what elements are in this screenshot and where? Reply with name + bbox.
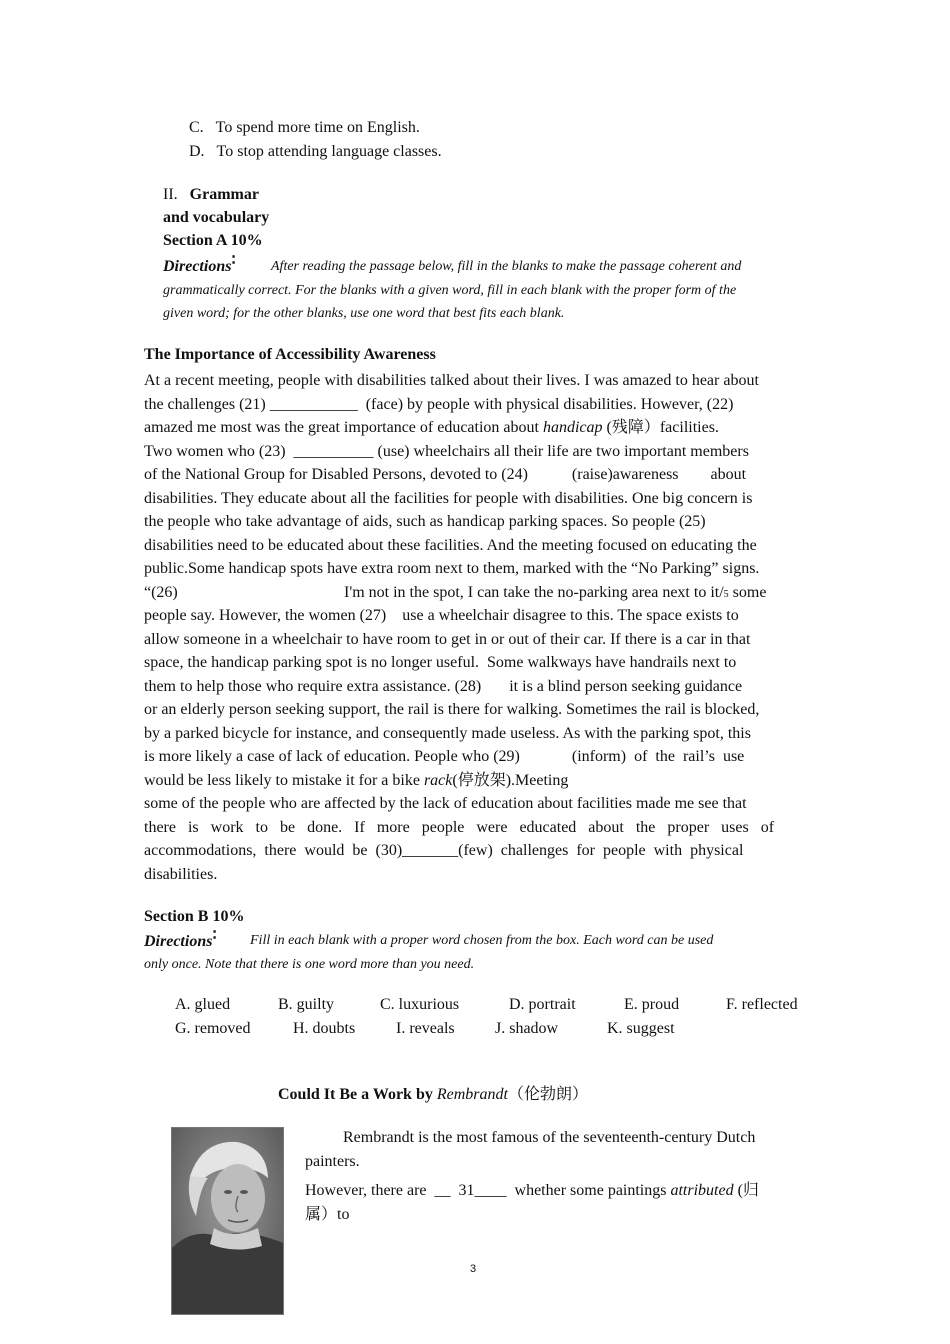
rembrandt-portrait-image bbox=[171, 1127, 284, 1315]
part-heading bbox=[163, 186, 259, 204]
line26-rest bbox=[344, 581, 766, 607]
passage-line: At a recent meeting, people with disabilities talked about their lives. I was amazed to hear about bbox=[144, 372, 759, 389]
passage-line: people say. However, the women (27) use a wheelchair disagree to this. The space exists to bbox=[144, 607, 739, 624]
section-b-title: Section B 10% bbox=[144, 908, 245, 925]
word-option: D. portrait bbox=[509, 996, 576, 1013]
passage-b-line3-text: However, there are __ 31____ whether some paintings bbox=[305, 1182, 671, 1199]
passage-line bbox=[144, 769, 806, 793]
rack-gloss: (停放架).Meeting bbox=[452, 771, 569, 789]
line26-superscript: 5 bbox=[723, 588, 729, 600]
passage-b-line2: painters. bbox=[305, 1153, 360, 1170]
line26-end: some bbox=[728, 583, 767, 601]
passage-a-body bbox=[144, 369, 806, 886]
part-title-line1: Grammar bbox=[189, 186, 259, 203]
directions-colon: ∶ bbox=[212, 927, 217, 944]
page-number: 3 bbox=[470, 1263, 477, 1275]
passage-line: Two women who (23) __________ (use) wheelchairs all their life are two important members bbox=[144, 442, 749, 460]
attributed-gloss: (归 bbox=[733, 1182, 759, 1199]
section-a-directions-label bbox=[163, 252, 236, 276]
passage-line bbox=[144, 581, 806, 605]
passage-line: the challenges (21) ___________ (face) by people with physical disabilities. However, (22) bbox=[144, 395, 734, 413]
part-title-line2: and vocabulary bbox=[163, 209, 270, 226]
directions-label: Directions bbox=[163, 258, 232, 275]
passage-b-title-bold: Could It Be a Work by bbox=[278, 1086, 437, 1103]
option-c: C. To spend more time on English. bbox=[189, 119, 420, 136]
option-d: D. To stop attending language classes. bbox=[189, 143, 442, 160]
word-option: K. suggest bbox=[607, 1020, 675, 1037]
passage-line: the people who take advantage of aids, such as handicap parking spaces. So people (25) bbox=[144, 513, 706, 530]
word-option: G. removed bbox=[175, 1020, 251, 1037]
passage-line: or an elderly person seeking support, the rail is there for walking. Sometimes the rail is blocked, bbox=[144, 701, 760, 718]
passage-line: space, the handicap parking spot is no longer useful. Some walkways have handrails next to bbox=[144, 654, 737, 671]
passage-b-line1: Rembrandt is the most famous of the seventeenth-century Dutch bbox=[343, 1129, 756, 1146]
passage-line: disabilities need to be educated about these facilities. And the meeting focused on educating the bbox=[144, 536, 757, 554]
word-option: A. glued bbox=[175, 996, 231, 1013]
passage-b-line4: 属）to bbox=[305, 1206, 350, 1223]
word-option: B. guilty bbox=[278, 996, 335, 1013]
passage-b-title-italic: Rembrandt bbox=[436, 1086, 508, 1103]
word-option: H. doubts bbox=[293, 1020, 356, 1037]
word-option: C. luxurious bbox=[380, 996, 460, 1013]
passage-line: accommodations, there would be (30)_______(few) challenges for people with physical bbox=[144, 842, 744, 859]
section-b-directions-line2: only once. Note that there is one word more than you need. bbox=[144, 957, 475, 972]
directions-colon: ∶ bbox=[231, 252, 236, 269]
passage-line: some of the people who are affected by the lack of education about facilities made me see that bbox=[144, 795, 747, 812]
passage-line-text: amazed me most was the great importance of education about bbox=[144, 419, 543, 436]
word-option: J. shadow bbox=[495, 1020, 559, 1037]
passage-a-title: The Importance of Accessibility Awareness bbox=[144, 346, 436, 363]
passage-line: by a parked bicycle for instance, and consequently made useless. As with the parking spot, this bbox=[144, 724, 751, 742]
handicap-word: handicap bbox=[542, 419, 603, 436]
passage-line: is more likely a case of lack of education. People who (29) (inform) of the rail’s use bbox=[144, 748, 745, 765]
passage-b-title-gloss: （伦勃朗） bbox=[507, 1086, 588, 1103]
passage-line: them to help those who require extra assistance. (28) it is a blind person seeking guidance bbox=[144, 677, 743, 695]
passage-b-line3 bbox=[305, 1177, 759, 1200]
section-b-directions-line1: Fill in each blank with a proper word chosen from the box. Each word can be used bbox=[250, 933, 714, 948]
section-a-title: Section A 10% bbox=[163, 232, 263, 249]
passage-line: public.Some handicap spots have extra room next to them, marked with the “No Parking” signs. bbox=[144, 560, 760, 577]
section-a-directions-line3: given word; for the other blanks, use one word that best fits each blank. bbox=[163, 306, 565, 321]
word-option: I. reveals bbox=[396, 1020, 455, 1037]
word-option: F. reflected bbox=[726, 996, 798, 1013]
passage-line: disabilities. They educate about all the facilities for people with disabilities. One big concern is bbox=[144, 489, 753, 507]
passage-line-text: would be less likely to mistake it for a bike bbox=[144, 771, 424, 789]
attributed-word: attributed bbox=[670, 1182, 734, 1199]
section-b-directions-label bbox=[144, 927, 217, 951]
directions-label: Directions bbox=[144, 933, 213, 950]
passage-line: disabilities. bbox=[144, 865, 218, 883]
passage-b-title bbox=[278, 1081, 588, 1104]
section-a-directions-line2: grammatically correct. For the blanks with a given word, fill in each blank with the proper form of the bbox=[163, 283, 737, 298]
part-number: II. bbox=[163, 186, 178, 203]
line26-text: I'm not in the spot, I can take the no-parking area next to it/ bbox=[344, 583, 724, 601]
rack-word: rack bbox=[423, 771, 453, 789]
section-a-directions-line1: After reading the passage below, fill in the blanks to make the passage coherent and bbox=[271, 259, 742, 274]
passage-line: allow someone in a wheelchair to have room to get in or out of their car. If there is a car in that bbox=[144, 630, 751, 648]
passage-line: there is work to be done. If more people were educated about the proper uses of bbox=[144, 818, 775, 836]
passage-line bbox=[144, 416, 806, 440]
handicap-gloss: (残障）facilities. bbox=[602, 419, 719, 436]
passage-line: of the National Group for Disabled Persons, devoted to (24) (raise)awareness about bbox=[144, 466, 747, 483]
blank-26-label: “(26) bbox=[144, 583, 178, 601]
word-option: E. proud bbox=[624, 996, 680, 1013]
portrait-illustration bbox=[172, 1128, 283, 1314]
